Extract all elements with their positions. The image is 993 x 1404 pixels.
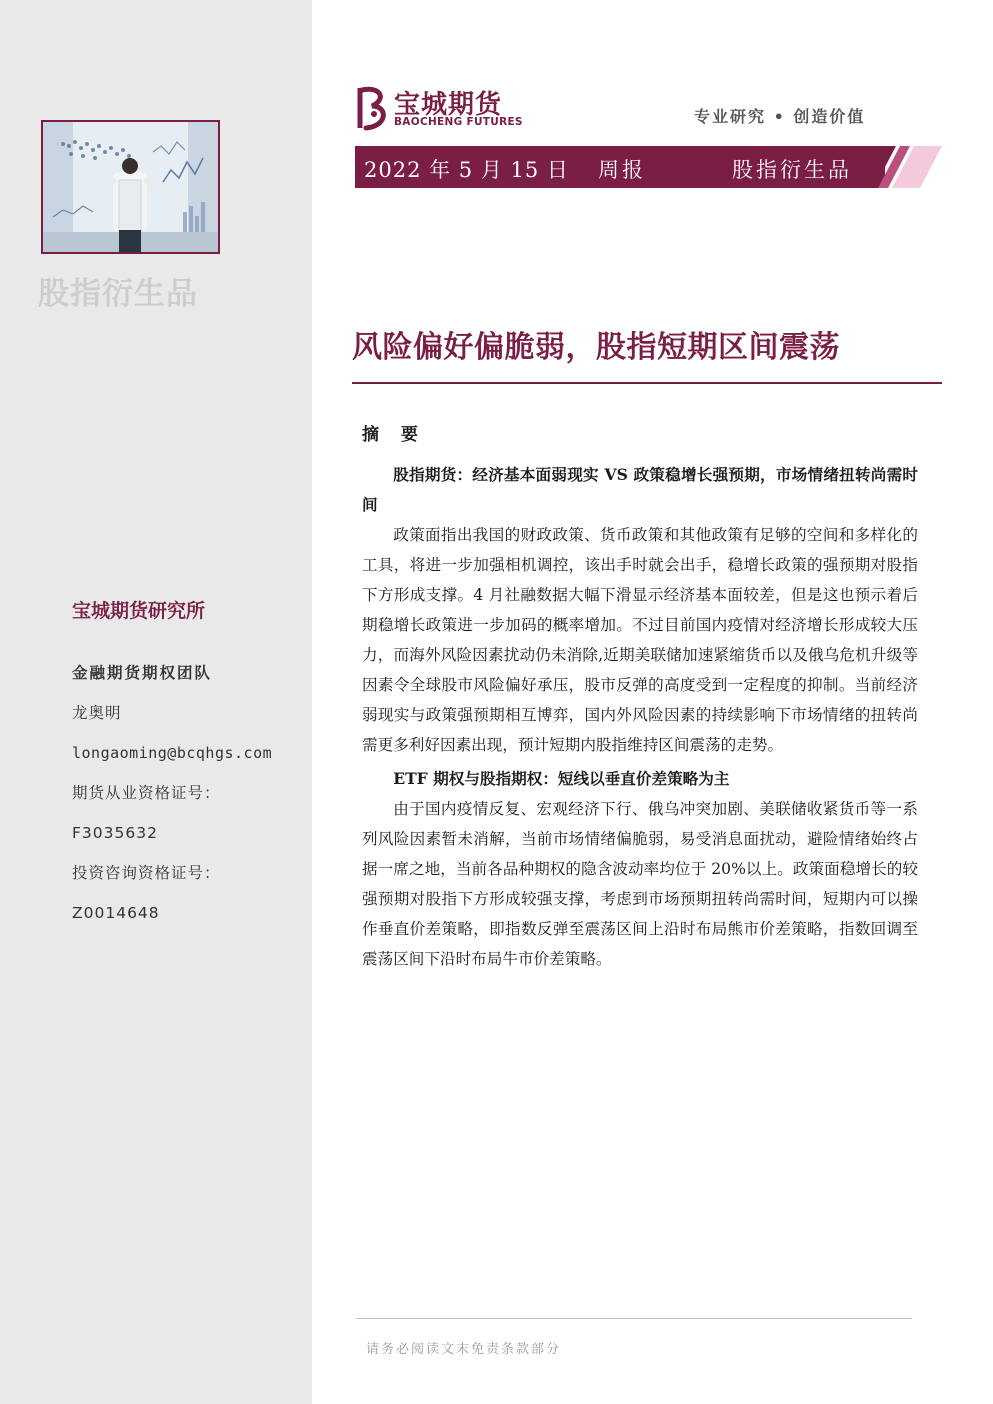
futures-cert-number: F3035632: [72, 824, 158, 842]
report-date: 2022 年 5 月 15 日: [364, 158, 569, 182]
businessman-chart-illustration: [43, 122, 218, 252]
report-title: 风险偏好偏脆弱，股指短期区间震荡: [352, 330, 840, 365]
title-divider: [352, 382, 942, 384]
footer-divider: [356, 1318, 912, 1319]
company-logo: [356, 84, 526, 132]
abstract-label: 摘 要: [362, 425, 426, 445]
decorative-stripes: [862, 146, 942, 188]
cover-image: [41, 120, 220, 254]
team-name: 金融期货期权团队: [72, 663, 213, 682]
section-body-options: 由于国内疫情反复、宏观经济下行、俄乌冲突加剧、美联储收紧货币等一系列风险因素暂未消解，当前市场情绪偏脆弱，易受消息面扰动，避险情绪始终占据一席之地，当前各品种期权的隐含波动率均位于 20%以上。政策面稳增长的较强预期对股指下方形成较强支撑，考虑到市场预期扭转尚需时间，短期内可以操作垂直价差策略，即指数反弹至震荡区间上沿时布局熊市价差策略，指数回调至震荡区间下沿时布局牛市价差策略。: [362, 800, 918, 968]
sidebar: [0, 0, 312, 1404]
report-type: 周报: [598, 158, 646, 182]
analyst-email[interactable]: longaoming@bcqhgs.com: [72, 744, 273, 762]
advisory-cert-number: Z0014648: [72, 904, 160, 922]
advisory-cert-label: 投资咨询资格证号：: [72, 864, 221, 882]
author-info: [72, 660, 302, 940]
slogan: 专业研究 • 创造价值: [694, 107, 866, 126]
analyst-name: 龙奥明: [72, 704, 122, 722]
report-category: 股指衍生品: [732, 158, 852, 182]
futures-cert-label: 期货从业资格证号：: [72, 784, 221, 802]
sidebar-category: 股指衍生品: [38, 276, 198, 312]
disclaimer-note: 请务必阅读文末免责条款部分: [366, 1342, 562, 1357]
abstract-body: [362, 460, 918, 974]
section-body-futures: 政策面指出我国的财政政策、货币政策和其他政策有足够的空间和多样化的工具，将进一步加强相机调控，该出手时就会出手，稳增长政策的强预期对股指下方形成支撑。4 月社融数据大幅下滑显示经济基本面较差，但是这也预示着后期稳增长政策进一步加码的概率增加。不过目前国内疫情对经济增长形成较大压力，而海外风险因素扰动仍未消除,近期美联储加速紧缩货币以及俄乌危机升级等因素令全球股市风险偏好承压，股市反弹的高度受到一定程度的抑制。当前经济弱现实与政策强预期相互博弈，国内外风险因素的持续影响下市场情绪的扭转尚需更多利好因素出现，预计短期内股指维持区间震荡的走势。: [362, 526, 918, 754]
section-heading-options: ETF 期权与股指期权：短线以垂直价差策略为主: [393, 769, 730, 788]
logo-chinese-name: 宝城期货: [394, 90, 503, 120]
logo-english-name: BAOCHENG FUTURES: [394, 116, 523, 128]
section-heading-futures: 股指期货：经济基本面弱现实 VS 政策稳增长强预期，市场情绪扭转尚需时间: [362, 465, 918, 514]
institute-name: 宝城期货研究所: [72, 600, 206, 622]
baocheng-logo-icon: [356, 84, 390, 132]
